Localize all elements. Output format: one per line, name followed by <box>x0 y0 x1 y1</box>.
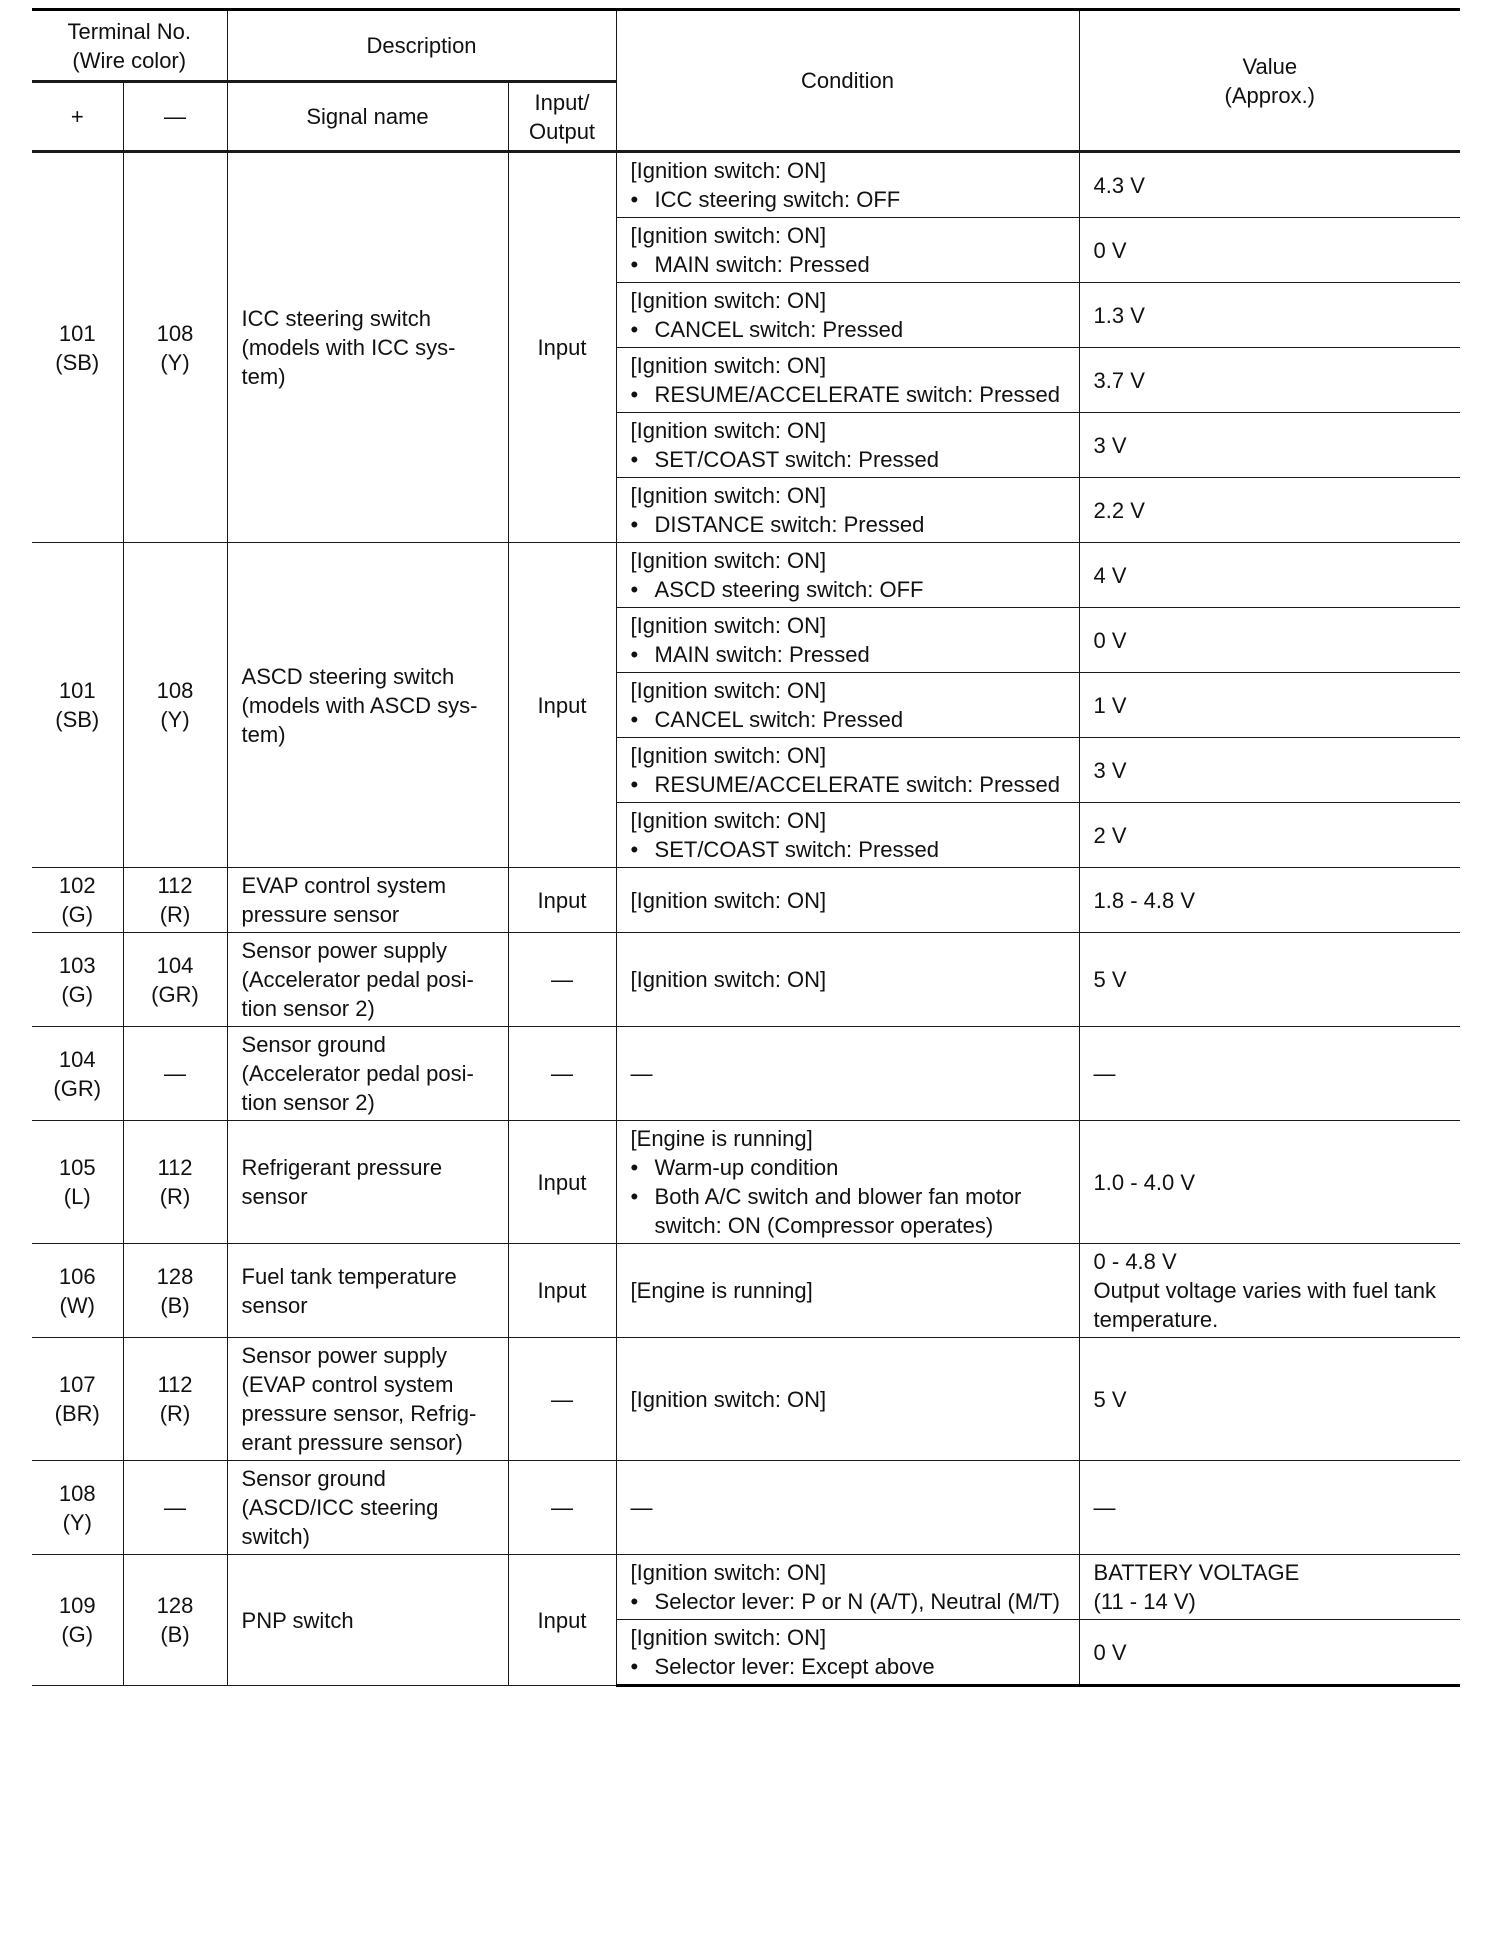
condition-text: [Ignition switch: ON] <box>630 548 827 573</box>
terminal-plus-text: (SB) <box>55 707 100 732</box>
terminal-plus-cell <box>32 1338 123 1461</box>
value-cell <box>1079 1461 1460 1555</box>
signal-name-cell <box>227 933 508 1027</box>
terminal-minus-text: 112 <box>157 1155 193 1180</box>
terminal-plus-text: 101 <box>58 320 96 346</box>
table-row <box>32 1461 1460 1555</box>
condition-bullet: • Selector lever: Except above <box>631 1652 1065 1681</box>
value-cell <box>1079 218 1460 283</box>
terminal-minus-text: (Y) <box>160 349 190 375</box>
condition-cell <box>616 803 1079 868</box>
signal-name-cell <box>227 1121 508 1244</box>
condition-cell <box>616 1555 1079 1620</box>
terminal-minus-text: 128 <box>156 1263 194 1289</box>
condition-bullet: • DISTANCE switch: Pressed <box>631 510 1065 539</box>
value-cell <box>1079 738 1460 803</box>
condition-cell <box>616 152 1079 218</box>
value-cell <box>1079 1027 1460 1121</box>
terminal-minus-cell <box>123 152 227 543</box>
signal-name-text: PNP switch <box>241 1607 354 1633</box>
terminal-header <box>32 10 227 82</box>
value-text: 3 V <box>1093 432 1127 458</box>
condition-bullet: • CANCEL switch: Pressed <box>631 315 1065 344</box>
terminal-plus-text: (GR) <box>53 1075 102 1101</box>
terminal-plus-text: 104 <box>58 1046 96 1072</box>
value-text: 0 V <box>1093 237 1127 263</box>
condition-bullet: • ICC steering switch: OFF <box>631 185 1065 214</box>
terminal-plus-text: 108 <box>58 1480 96 1506</box>
condition-header: Condition <box>616 10 1079 152</box>
terminal-minus-text: (R) <box>159 902 191 927</box>
plus-header: + <box>32 82 123 152</box>
value-text: 3 V <box>1093 757 1127 783</box>
condition-cell <box>616 933 1079 1027</box>
condition-text: [Ignition switch: ON] <box>630 1560 827 1585</box>
value-text: 1.0 - 4.0 V <box>1093 1169 1196 1195</box>
terminal-plus-cell <box>32 868 123 933</box>
value-cell <box>1079 1555 1460 1620</box>
terminal-plus-text: (Y) <box>62 1509 92 1535</box>
value-text: 1.8 - 4.8 V <box>1093 887 1196 913</box>
input-output-cell: Input <box>508 1555 616 1686</box>
value-cell <box>1079 283 1460 348</box>
value-header-sub: (Approx.) <box>1224 82 1316 108</box>
condition-cell <box>616 283 1079 348</box>
terminal-plus-text: 106 <box>58 1263 96 1289</box>
signal-name-text: (EVAP control system <box>241 1372 454 1397</box>
wire-color-header-label: (Wire color) <box>72 47 187 73</box>
table-header <box>32 10 1460 152</box>
condition-cell <box>616 1620 1079 1686</box>
signal-name-text: ICC steering switch <box>241 306 432 331</box>
terminal-minus-cell <box>123 933 227 1027</box>
value-cell <box>1079 152 1460 218</box>
condition-text: [Ignition switch: ON] <box>630 967 827 992</box>
signal-name-header: Signal name <box>227 82 508 152</box>
condition-text: [Ignition switch: ON] <box>630 743 827 768</box>
condition-text: [Ignition switch: ON] <box>630 223 827 248</box>
value-cell <box>1079 1121 1460 1244</box>
terminal-minus-text: 104 <box>156 952 194 978</box>
table-row <box>32 868 1460 933</box>
input-output-cell: Input <box>508 1121 616 1244</box>
terminal-plus-cell <box>32 933 123 1027</box>
terminal-plus-cell <box>32 1244 123 1338</box>
terminal-minus-text: 128 <box>156 1593 194 1618</box>
value-text: 0 V <box>1093 1639 1127 1665</box>
input-output-cell: Input <box>508 152 616 543</box>
condition-text: [Ignition switch: ON] <box>630 1386 827 1412</box>
table-row <box>32 1121 1460 1244</box>
terminal-minus-text: — <box>164 1495 186 1520</box>
condition-cell <box>616 218 1079 283</box>
input-output-cell: Input <box>508 868 616 933</box>
condition-bullet: • SET/COAST switch: Pressed <box>631 835 1065 864</box>
signal-name-text: sensor <box>241 1292 308 1318</box>
signal-name-text: sensor <box>241 1184 308 1209</box>
signal-name-text: switch) <box>241 1524 310 1549</box>
signal-name-text: Sensor power supply <box>241 938 447 963</box>
terminal-minus-text: (GR) <box>151 981 199 1007</box>
table-row <box>32 543 1460 608</box>
signal-name-text: Sensor ground <box>241 1466 386 1491</box>
condition-text: [Ignition switch: ON] <box>630 808 827 833</box>
value-text: 5 V <box>1093 967 1127 992</box>
terminal-minus-cell <box>123 1338 227 1461</box>
table-row <box>32 933 1460 1027</box>
value-text: (11 - 14 V) <box>1093 1589 1196 1614</box>
terminal-minus-cell <box>123 1121 227 1244</box>
value-cell <box>1079 933 1460 1027</box>
condition-cell <box>616 608 1079 673</box>
value-text: 4 V <box>1093 562 1127 588</box>
value-text: — <box>1093 1495 1116 1520</box>
value-cell <box>1079 803 1460 868</box>
condition-cell <box>616 1121 1079 1244</box>
condition-bullet: • Warm-up condition <box>631 1153 1065 1182</box>
value-text: 1.3 V <box>1093 302 1145 328</box>
terminal-plus-text: (W) <box>59 1292 95 1318</box>
terminal-plus-text: (G) <box>61 1622 94 1647</box>
value-text: 3.7 V <box>1093 367 1145 393</box>
terminal-minus-text: — <box>164 1061 186 1086</box>
input-output-cell: Input <box>508 1244 616 1338</box>
input-output-cell: — <box>508 933 616 1027</box>
terminal-minus-cell <box>123 1461 227 1555</box>
condition-bullet: • ASCD steering switch: OFF <box>631 575 1065 604</box>
value-cell <box>1079 608 1460 673</box>
condition-text: [Ignition switch: ON] <box>630 418 827 443</box>
condition-text: [Ignition switch: ON] <box>630 613 827 638</box>
input-output-header-line2: Output <box>529 118 596 144</box>
table-row <box>32 1555 1460 1620</box>
terminal-minus-text: (Y) <box>160 707 190 732</box>
condition-text: [Ignition switch: ON] <box>630 288 827 313</box>
input-output-cell: — <box>508 1461 616 1555</box>
value-cell <box>1079 478 1460 543</box>
table-row <box>32 1027 1460 1121</box>
value-cell <box>1079 1338 1460 1461</box>
terminal-plus-text: 107 <box>58 1372 96 1397</box>
input-output-cell: Input <box>508 543 616 868</box>
terminal-plus-text: 105 <box>58 1155 96 1180</box>
condition-text: [Ignition switch: ON] <box>630 483 827 508</box>
terminal-plus-text: 101 <box>58 678 96 703</box>
table-row <box>32 1244 1460 1338</box>
signal-name-cell <box>227 543 508 868</box>
signal-name-cell <box>227 1461 508 1555</box>
condition-cell <box>616 543 1079 608</box>
signal-name-text: (models with ICC sys- <box>241 335 456 360</box>
value-text: BATTERY VOLTAGE <box>1093 1560 1300 1585</box>
condition-text: [Ignition switch: ON] <box>630 353 827 378</box>
terminal-minus-cell <box>123 1027 227 1121</box>
terminal-minus-text: 112 <box>157 873 193 898</box>
value-text: 0 - 4.8 V <box>1093 1249 1177 1274</box>
signal-name-text: Sensor ground <box>241 1032 386 1057</box>
signal-name-text: ASCD steering switch <box>241 663 455 689</box>
terminal-plus-cell <box>32 543 123 868</box>
value-cell <box>1079 348 1460 413</box>
condition-cell <box>616 1338 1079 1461</box>
terminal-spec-sheet <box>32 8 1460 1687</box>
terminal-minus-text: (B) <box>160 1292 190 1318</box>
terminal-minus-cell <box>123 1555 227 1686</box>
input-output-cell: — <box>508 1338 616 1461</box>
terminal-plus-text: (SB) <box>55 349 100 375</box>
terminal-minus-text: (B) <box>160 1622 190 1647</box>
condition-bullet: • Both A/C switch and blower fan motor switch: ON (Compressor operates) <box>631 1182 1065 1240</box>
value-cell <box>1079 1244 1460 1338</box>
value-header-label: Value <box>1242 53 1298 79</box>
condition-bullet: • MAIN switch: Pressed <box>631 250 1065 279</box>
condition-text: [Ignition switch: ON] <box>630 887 827 913</box>
terminal-minus-text: 108 <box>156 678 194 703</box>
condition-cell <box>616 1244 1079 1338</box>
value-text: 4.3 V <box>1093 172 1145 198</box>
condition-text: [Ignition switch: ON] <box>630 158 827 183</box>
terminal-plus-text: 109 <box>58 1593 96 1618</box>
signal-name-text: (Accelerator pedal posi- <box>241 967 474 992</box>
condition-cell <box>616 1461 1079 1555</box>
terminal-minus-text: (R) <box>159 1401 191 1426</box>
condition-bullet: • MAIN switch: Pressed <box>631 640 1065 669</box>
terminal-minus-cell <box>123 868 227 933</box>
terminal-plus-text: 103 <box>58 952 96 978</box>
signal-name-text: tion sensor 2) <box>241 996 375 1021</box>
terminal-plus-cell <box>32 152 123 543</box>
condition-text: [Ignition switch: ON] <box>630 678 827 703</box>
terminal-minus-text: (R) <box>159 1184 191 1209</box>
signal-name-cell <box>227 1027 508 1121</box>
value-cell <box>1079 543 1460 608</box>
condition-bullet: • Selector lever: P or N (A/T), Neutral (M/T) <box>631 1587 1065 1616</box>
terminal-table <box>32 8 1460 1687</box>
signal-name-text: erant pressure sensor) <box>241 1430 463 1455</box>
terminal-minus-text: 112 <box>157 1372 193 1397</box>
signal-name-cell <box>227 1555 508 1686</box>
value-cell <box>1079 413 1460 478</box>
input-output-cell: — <box>508 1027 616 1121</box>
input-output-header-line1: Input/ <box>534 89 590 115</box>
signal-name-text: pressure sensor, Refrig- <box>241 1401 477 1426</box>
value-text: 1 V <box>1093 692 1127 718</box>
terminal-plus-text: (G) <box>61 902 94 927</box>
signal-name-text: tem) <box>241 721 286 747</box>
value-text: Output voltage varies with fuel tank temperature. <box>1093 1278 1436 1332</box>
minus-header: — <box>123 82 227 152</box>
signal-name-cell <box>227 1244 508 1338</box>
signal-name-text: tem) <box>241 364 286 389</box>
signal-name-text: EVAP control system <box>241 873 447 898</box>
signal-name-text: Sensor power supply <box>241 1343 447 1368</box>
signal-name-text: (models with ASCD sys- <box>241 692 478 718</box>
table-row <box>32 1338 1460 1461</box>
terminal-plus-cell <box>32 1555 123 1686</box>
condition-text: — <box>630 1061 653 1086</box>
table-row <box>32 152 1460 218</box>
terminal-minus-cell <box>123 543 227 868</box>
value-text: 2 V <box>1093 822 1127 848</box>
value-text: 2.2 V <box>1093 497 1145 523</box>
terminal-plus-text: (L) <box>63 1184 91 1209</box>
condition-cell <box>616 738 1079 803</box>
condition-cell <box>616 868 1079 933</box>
terminal-minus-text: 108 <box>156 320 194 346</box>
condition-text: — <box>630 1495 653 1520</box>
signal-name-text: pressure sensor <box>241 902 400 927</box>
value-text: — <box>1093 1061 1116 1086</box>
signal-name-text: (ASCD/ICC steering <box>241 1495 439 1520</box>
value-header <box>1079 10 1460 152</box>
description-header: Description <box>227 10 616 82</box>
signal-name-text: Refrigerant pressure <box>241 1155 443 1180</box>
signal-name-cell <box>227 1338 508 1461</box>
terminal-plus-cell <box>32 1461 123 1555</box>
value-text: 0 V <box>1093 627 1127 653</box>
condition-text: [Ignition switch: ON] <box>630 1625 827 1650</box>
signal-name-cell <box>227 152 508 543</box>
signal-name-text: tion sensor 2) <box>241 1090 375 1115</box>
value-cell <box>1079 673 1460 738</box>
terminal-plus-text: 102 <box>58 873 96 898</box>
signal-name-cell <box>227 868 508 933</box>
condition-text: [Engine is running] <box>630 1126 813 1151</box>
condition-cell <box>616 1027 1079 1121</box>
terminal-header-label: Terminal No. <box>67 18 191 44</box>
condition-bullet: • CANCEL switch: Pressed <box>631 705 1065 734</box>
condition-bullet: • RESUME/ACCELERATE switch: Pressed <box>631 380 1065 409</box>
value-cell <box>1079 1620 1460 1686</box>
condition-bullet: • SET/COAST switch: Pressed <box>631 445 1065 474</box>
condition-bullet: • RESUME/ACCELERATE switch: Pressed <box>631 770 1065 799</box>
signal-name-text: Fuel tank temperature <box>241 1263 457 1289</box>
signal-name-text: (Accelerator pedal posi- <box>241 1061 474 1086</box>
condition-cell <box>616 673 1079 738</box>
value-cell <box>1079 868 1460 933</box>
value-text: 5 V <box>1093 1386 1127 1412</box>
terminal-minus-cell <box>123 1244 227 1338</box>
terminal-plus-text: (G) <box>61 981 94 1007</box>
input-output-header <box>508 82 616 152</box>
terminal-plus-cell <box>32 1027 123 1121</box>
condition-text: [Engine is running] <box>630 1278 813 1303</box>
condition-cell <box>616 478 1079 543</box>
condition-cell <box>616 413 1079 478</box>
terminal-plus-cell <box>32 1121 123 1244</box>
table-body <box>32 152 1460 1686</box>
condition-cell <box>616 348 1079 413</box>
terminal-plus-text: (BR) <box>54 1401 100 1426</box>
